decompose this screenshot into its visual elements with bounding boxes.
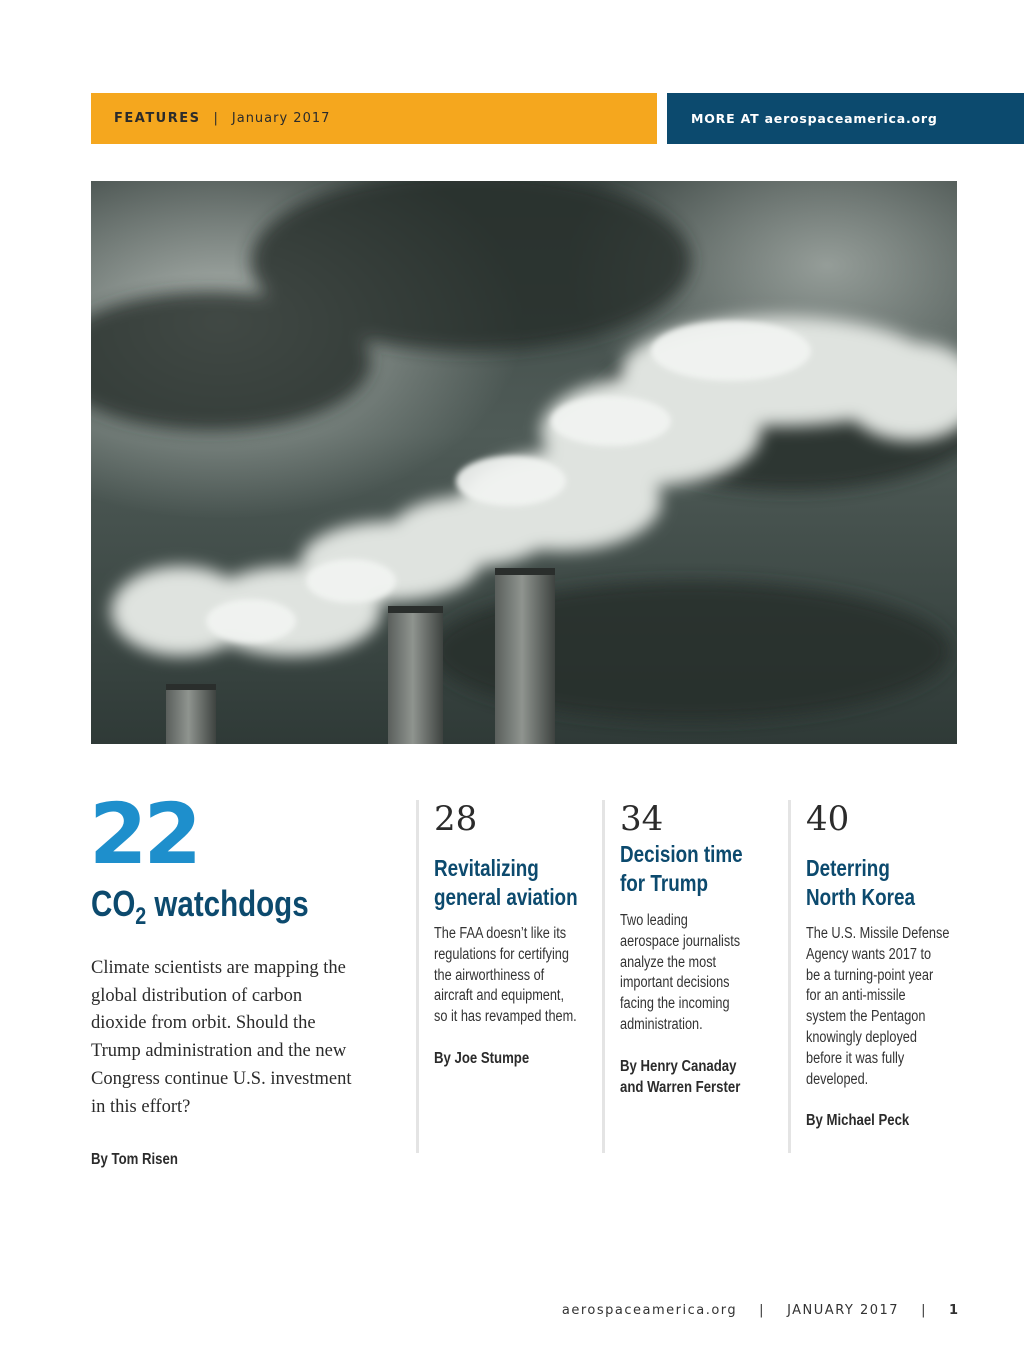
lead-description: Climate scientists are mapping the global distribution of carbon dioxide from orbit. Should the Trump administration and the new Congress continue U.S. investment in this effort? bbox=[91, 958, 352, 1117]
feature-description-line: system the Pentagon bbox=[806, 1008, 926, 1026]
feature-byline-line: By Henry Canaday bbox=[620, 1057, 737, 1075]
feature-title-line: Revitalizing bbox=[434, 855, 539, 881]
feature-description-line: The U.S. Missile Defense bbox=[806, 925, 950, 942]
feature-description-line: analyze the most bbox=[620, 953, 717, 971]
feature-description-line: for an anti-missile bbox=[806, 987, 906, 1005]
feature-description-line: aircraft and equipment, bbox=[434, 987, 565, 1005]
feature-title-line: Deterring bbox=[806, 855, 890, 881]
footer-site[interactable]: aerospaceamerica.org bbox=[561, 1303, 738, 1318]
footer-issue: JANUARY 2017 bbox=[787, 1303, 900, 1318]
section-header-bar bbox=[91, 93, 657, 144]
hero-image bbox=[91, 181, 957, 744]
lead-byline: By Tom Risen bbox=[91, 1151, 178, 1169]
feature-description-line: so it has revamped them. bbox=[434, 1008, 577, 1026]
lead-feature[interactable] bbox=[89, 785, 381, 1169]
column-divider bbox=[788, 800, 791, 1153]
feature-byline-line: By Michael Peck bbox=[806, 1112, 910, 1130]
lead-title-rest: watchdogs bbox=[146, 883, 309, 924]
feature-description-line: aerospace journalists bbox=[620, 932, 741, 950]
feature-description-line: before it was fully bbox=[806, 1049, 905, 1067]
feature-description-line: administration. bbox=[620, 1015, 703, 1033]
feature-description-line: developed. bbox=[806, 1070, 869, 1088]
footer-separator: | bbox=[921, 1303, 927, 1318]
more-at-bar[interactable] bbox=[667, 93, 1024, 144]
feature-description-line: important decisions bbox=[620, 974, 730, 992]
feature-title-line: North Korea bbox=[806, 884, 915, 910]
feature-byline bbox=[620, 1056, 756, 1098]
section-label: FEATURES bbox=[114, 111, 201, 126]
feature-description-line: be a turning-point year bbox=[806, 966, 934, 984]
feature-byline bbox=[806, 1110, 942, 1131]
feature-page-number: 28 bbox=[434, 799, 478, 839]
feature-title[interactable] bbox=[620, 840, 751, 898]
feature-description-line: Agency wants 2017 to bbox=[806, 945, 932, 963]
feature-page-number: 40 bbox=[806, 799, 850, 839]
feature-description-line: facing the incoming bbox=[620, 995, 730, 1013]
lead-title-subscript: 2 bbox=[135, 903, 147, 930]
lead-title-main: CO bbox=[91, 883, 136, 924]
feature-description bbox=[620, 911, 751, 1036]
feature-description bbox=[806, 924, 950, 1090]
feature-title[interactable] bbox=[806, 854, 937, 912]
feature-title[interactable] bbox=[434, 854, 578, 912]
header-separator: | bbox=[213, 111, 219, 126]
lead-page-number: 22 bbox=[89, 785, 198, 883]
column-divider bbox=[602, 800, 605, 1153]
column-divider bbox=[416, 800, 419, 1153]
more-at-link[interactable]: MORE AT aerospaceamerica.org bbox=[691, 111, 938, 126]
feature-byline-line: and Warren Ferster bbox=[620, 1078, 741, 1096]
issue-date: January 2017 bbox=[231, 111, 331, 126]
feature-byline-line: By Joe Stumpe bbox=[434, 1049, 530, 1067]
feature-title-line: general aviation bbox=[434, 884, 578, 910]
feature-description-line: Two leading bbox=[620, 912, 688, 929]
page-footer bbox=[562, 1303, 958, 1318]
feature-title-line: for Trump bbox=[620, 870, 709, 896]
feature-description-line: The FAA doesn’t like its bbox=[434, 925, 567, 942]
feature-description bbox=[434, 924, 577, 1028]
feature-title-line: Decision time bbox=[620, 841, 743, 867]
page-number: 1 bbox=[948, 1303, 958, 1318]
footer-separator: | bbox=[759, 1303, 766, 1318]
feature-description-line: knowingly deployed bbox=[806, 1028, 917, 1046]
lead-title[interactable] bbox=[91, 883, 329, 930]
feature-byline bbox=[434, 1048, 570, 1069]
feature-description-line: the airworthiness of bbox=[434, 966, 545, 984]
feature-description-line: regulations for certifying bbox=[434, 945, 569, 963]
feature-page-number: 34 bbox=[620, 799, 664, 839]
